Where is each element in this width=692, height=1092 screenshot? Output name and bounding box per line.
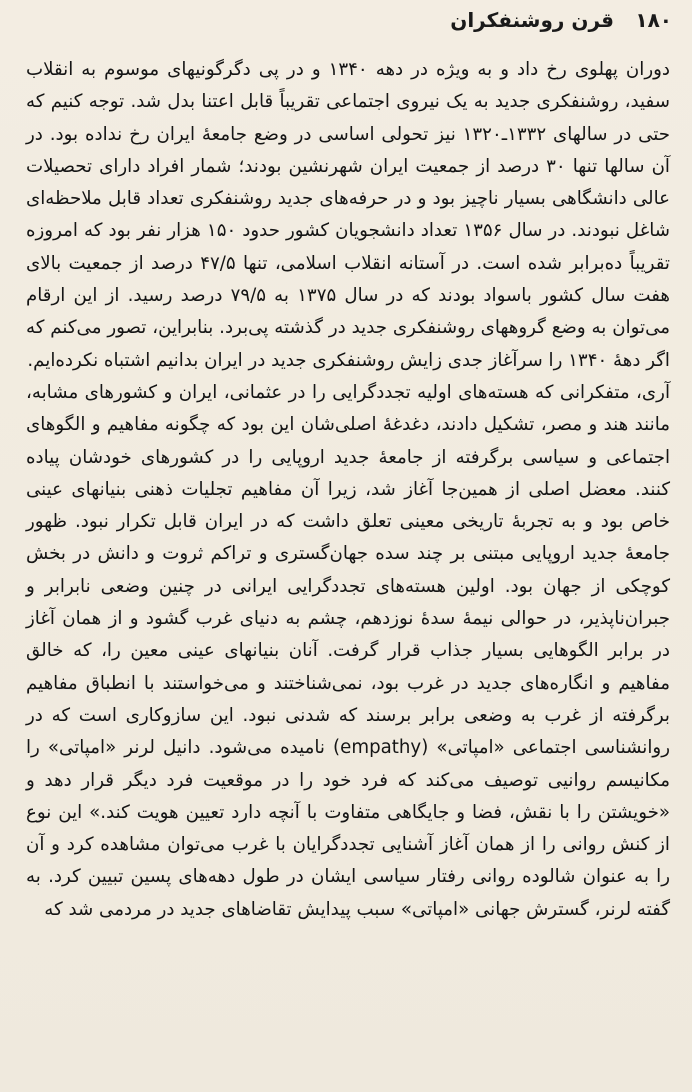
running-head xyxy=(20,6,672,36)
body-text xyxy=(26,54,670,926)
paragraph-2: آری، متفکرانی که هسته‌های اولیه تجددگرایی را در عثمانی، ایران و کشورهای مشابه، مانند هند و مصر، تشکیل دادند، دغدغهٔ اصلی‌شان این بود که چگونه مفاهیم و الگوهای اجتماعی و سیاسی برگرفته از جامعهٔ جدید اروپایی را در کشورهای خودشان پیاده کنند. معضل اصلی از همین‌جا آغاز شد، زیرا آن مفاهیم تجلیات ذهنی بنیانهای عینی خاص بود و به تجربهٔ تاریخی معینی تعلق داشت که در ایران قابل تکرار نبود. ظهور جامعهٔ جدید اروپایی مبتنی بر چند سده جهان‌گستری و تراکم ثروت و دانش در بخش کوچکی از جهان بود. اولین هسته‌های تجددگرایی ایرانی در چنین وضعی نابرابر و جبران‌ناپذیر، در حوالی نیمهٔ سدهٔ نوزدهم، چشم به دنیای غرب گشود و از همان آغاز در برابر الگوهایی بسیار جذاب قرار گرفت. آنان بنیانهای عینی معین را، که خالق مفاهیم و انگاره‌های جدید در غرب بود، نمی‌شناختند و می‌خواستند با انطباق مفاهیم برگرفته از غرب به وضعی برابر برسند که شدنی نبود. این سازوکاری است که در روانشناسی اجتماعی «امپاتی» (empathy) نامیده می‌شود. دانیل لرنر «امپاتی» را مکانیسم روانیی توصیف می‌کند که فرد خود را در موقعیت فرد دیگر قرار دهد و «خویشتن را با نقش، فضا و جایگاهی متفاوت با آنچه دارد تعیین هویت کند.» این نوع از کنش روانی را از همان آغاز آشنایی تجددگرایان با غرب می‌توان مشاهده کرد و آن را به عنوان شالوده روانی رفتار سیاسی ایشان در طول دهه‌های پسین تبیین کرد. به گفته لرنر، گسترش جهانی «امپاتی» سبب پیدایش تقاضاهای جدید در مردمی شد که xyxy=(26,381,670,920)
paragraph-1: دوران پهلوی رخ داد و به ویژه در دهه ۱۳۴۰ و در پی دگرگونیهای موسوم به انقلاب سفید، روشنفکری جدید به یک نیروی اجتماعی تقریباً قابل اعتنا بدل شد. توجه کنیم که حتی در سالهای ۱۳۳۲ـ۱۳۲۰ نیز تحولی اساسی در وضع جامعهٔ ایران رخ نداده بود. در آن سالها تنها ۳۰ درصد از جمعیت ایران شهرنشین بودند؛ شمار افراد دارای تحصیلات عالی دانشگاهی بسیار ناچیز بود و در حرفه‌های جدید روشنفکری تعداد قابل ملاحظه‌ای شاغل نبودند. در سال ۱۳۵۶ تعداد دانشجویان کشور حدود ۱۵۰ هزار نفر بود که امروزه تقریباً ده‌برابر شده است. در آستانه انقلاب اسلامی، تنها ۴۷/۵ درصد از جمعیت بالای هفت سال کشور باسواد بودند که در سال ۱۳۷۵ به ۷۹/۵ درصد رسید. از این ارقام می‌توان به وضع گروههای روشنفکری جدید در گذشته پی‌برد. بنابراین، تصور می‌کنم که اگر دههٔ ۱۳۴۰ را سرآغاز جدی زایش روشنفکری جدید در ایران بدانیم اشتباه نکرده‌ایم. xyxy=(26,59,670,371)
book-title: قرن روشنفکران xyxy=(450,8,614,32)
page-number: ۱۸۰ xyxy=(635,8,672,32)
